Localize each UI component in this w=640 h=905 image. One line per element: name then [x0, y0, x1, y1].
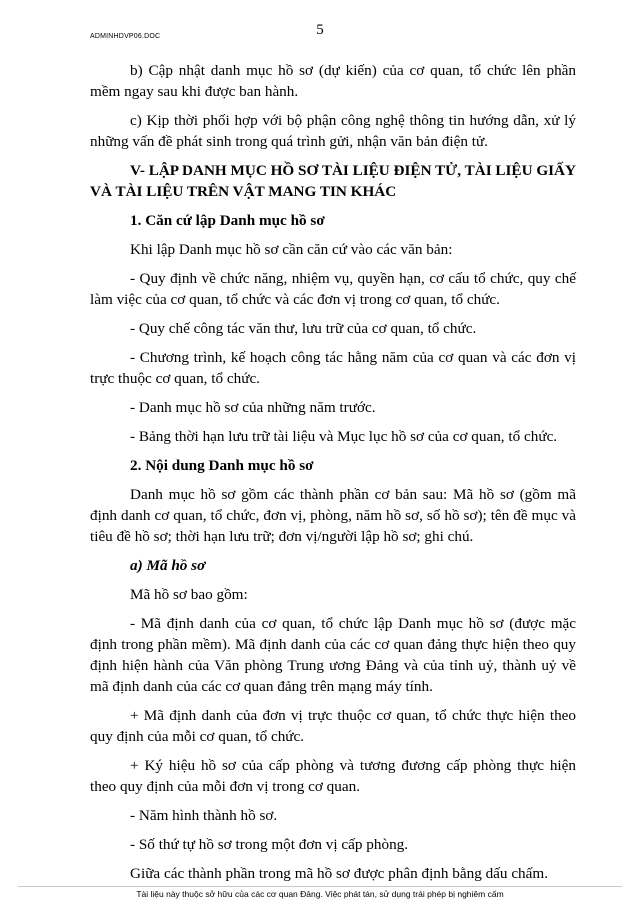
paragraph-item-c: c) Kịp thời phối hợp với bộ phận công nghệ thông tin hướng dẫn, xử lý những vấn đề phát sinh trong quá trình gửi, nhận văn bản điện tử. [90, 112, 576, 150]
paragraph-closing: Giữa các thành phần trong mã hồ sơ được phân định bằng dấu chấm. [130, 865, 549, 882]
list-item: - Số thứ tự hồ sơ trong một đơn vị cấp phòng. [130, 836, 409, 853]
list-item: - Mã định danh của cơ quan, tổ chức lập Danh mục hồ sơ (được mặc định trong phần mềm). Mã định danh của các cơ quan đảng thực hiện theo quy định hiện hành của Văn phòng Trung ương Đảng và của tỉnh uỷ, thành uỷ về mã định danh của các cơ quan đảng trên mạng máy tính. [90, 615, 576, 695]
page-number: 5 [316, 22, 324, 38]
paragraph-intro: Mã hồ sơ bao gồm: [130, 586, 248, 603]
list-item: - Quy chế công tác văn thư, lưu trữ của cơ quan, tổ chức. [130, 320, 477, 337]
subsection-heading-1: 1. Căn cứ lập Danh mục hồ sơ [130, 212, 325, 229]
subsection-heading-a: a) Mã hồ sơ [130, 557, 206, 574]
footer-note: Tài liệu này thuộc sở hữu của các cơ quan Đảng. Việc phát tán, sử dụng trái phép bị nghiêm cấm [136, 889, 504, 899]
paragraph-intro: Khi lập Danh mục hồ sơ cần căn cứ vào các văn bản: [130, 241, 453, 258]
subsection-heading-2: 2. Nội dung Danh mục hồ sơ [130, 457, 314, 474]
list-item: - Chương trình, kế hoạch công tác hằng năm của cơ quan và các đơn vị trực thuộc cơ quan, tổ chức. [90, 349, 576, 387]
footer-divider [18, 886, 622, 887]
list-item: - Danh mục hồ sơ của những năm trước. [130, 399, 376, 416]
document-body [90, 60, 576, 892]
list-item: - Năm hình thành hồ sơ. [130, 807, 278, 824]
list-item: + Mã định danh của đơn vị trực thuộc cơ quan, tổ chức thực hiện theo quy định của mỗi cơ quan, tổ chức. [90, 707, 576, 745]
paragraph-components: Danh mục hồ sơ gồm các thành phần cơ bản sau: Mã hồ sơ (gồm mã định danh cơ quan, tổ chức, đơn vị, phòng, năm hồ sơ, số hồ sơ); tên đề mục và tiêu đề hồ sơ; thời hạn lưu trữ; đơn vị/người lập hồ sơ; ghi chú. [90, 486, 576, 545]
list-item: - Quy định về chức năng, nhiệm vụ, quyền hạn, cơ cấu tổ chức, quy chế làm việc của cơ quan, tổ chức và các đơn vị trong cơ quan, tổ chức. [90, 270, 576, 308]
paragraph-item-b: b) Cập nhật danh mục hồ sơ (dự kiến) của cơ quan, tổ chức lên phần mềm ngay sau khi được ban hành. [90, 62, 576, 100]
section-heading-v: V- LẬP DANH MỤC HỒ SƠ TÀI LIỆU ĐIỆN TỬ, TÀI LIỆU GIẤY VÀ TÀI LIỆU TRÊN VẬT MANG TIN KHÁC [90, 162, 576, 200]
list-item: - Bảng thời hạn lưu trữ tài liệu và Mục lục hồ sơ của cơ quan, tổ chức. [130, 428, 558, 445]
list-item: + Ký hiệu hồ sơ của cấp phòng và tương đương cấp phòng thực hiện theo quy định của mỗi đơn vị trong cơ quan. [90, 757, 576, 795]
document-code: ADMINHDVP06.DOC [90, 33, 161, 40]
